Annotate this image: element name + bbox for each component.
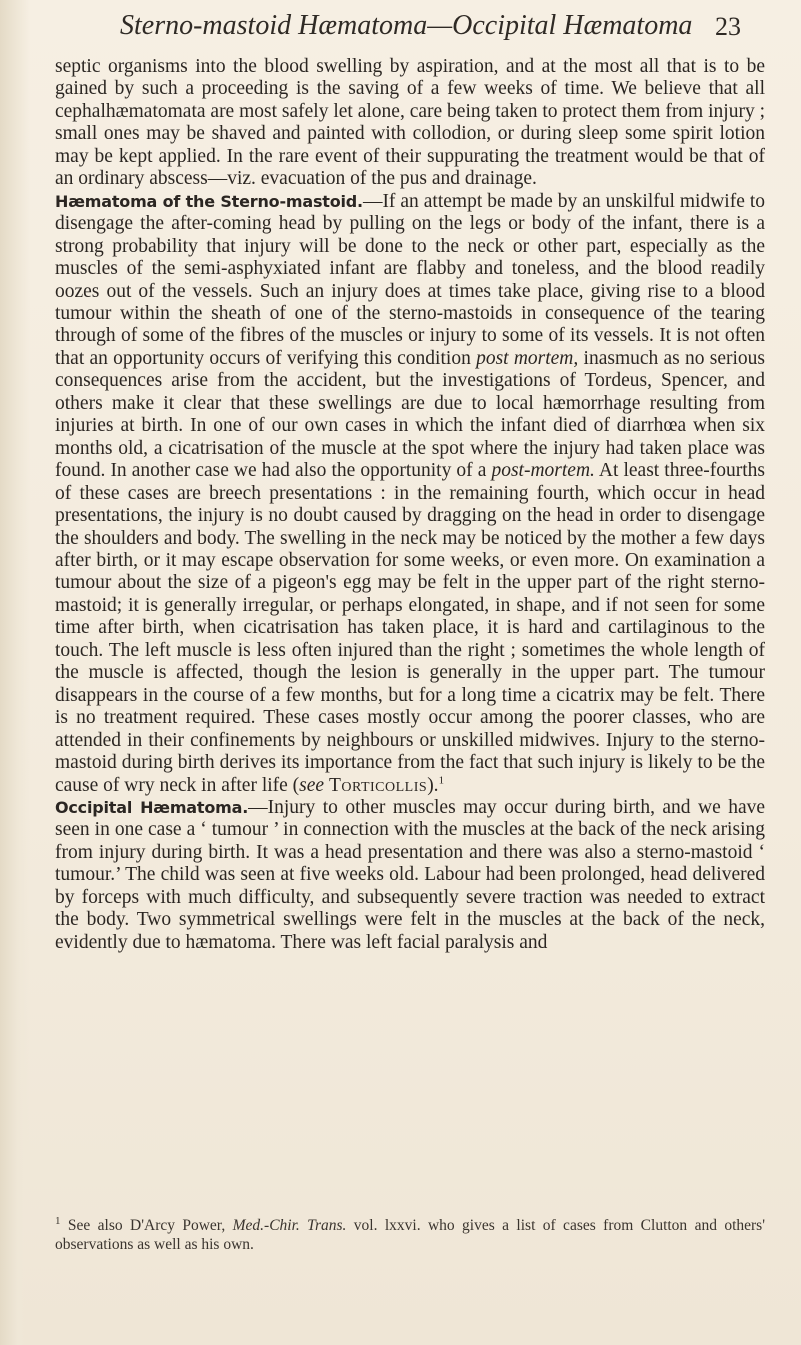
footnote-text: vol. lxxvi. who gives a list of cases from Clutton and others' observations as well as his own. bbox=[55, 1217, 766, 1253]
paragraph-text: ). bbox=[427, 774, 439, 796]
page-gutter-shadow bbox=[0, 0, 30, 1345]
body-text bbox=[55, 56, 765, 954]
page-number: 23 bbox=[715, 12, 741, 41]
footnote-text: See also D'Arcy Power, bbox=[60, 1217, 233, 1234]
paragraph-sterno-mastoid bbox=[55, 191, 765, 797]
paragraph-occipital bbox=[55, 797, 765, 954]
italic-term: post mortem, bbox=[476, 347, 579, 369]
cross-reference-torticollis: Torticollis bbox=[328, 774, 428, 796]
footnote-mark: 1 bbox=[55, 1214, 61, 1227]
paragraph-cephalhaematoma-treatment: septic organisms into the blood swelling by aspiration, and at the most all that is to be gained by such a proceeding is the saving of a few weeks of time. We believe that all cephalhæmatomata are most safely let alone, care being taken to protect them from injury ; small ones may be shaved and painted with collodion, or during sleep some spirit lotion may be kept applied. In the rare event of their suppurating the treatment would be that of an ordinary abscess—viz. evacuation of the pus and drainage. bbox=[55, 56, 765, 190]
paragraph-text: inasmuch as no serious consequences arise from the accident, but the investigations of Tordeus, Spencer, and others make it clear that these swellings are due to local hæmorrhage resulting from injuries at birth. In one of our own cases in which the infant died of diarrhœa when six months old, a cicatrisation of the muscle at the spot where the injury had taken place was found. In another case we had also the opportunity of a bbox=[55, 347, 765, 482]
footnote bbox=[55, 1216, 765, 1254]
italic-term: post-mortem. bbox=[491, 460, 595, 482]
section-heading-occipital: Occipital Hæmatoma. bbox=[55, 797, 249, 817]
footnote-reference: 1 bbox=[438, 774, 445, 786]
journal-title: Med.-Chir. Trans. bbox=[232, 1217, 347, 1234]
paragraph-text: —Injury to other muscles may occur during birth, and we have seen in one case a ‘ tumour ’ in connection with the muscles at the back of the neck arising from injury during birth. It was a head presentation and there was also a sterno-mastoid ‘ tumour.’ The child was seen at five weeks old. Labour had been prolonged, head delivered by forceps with much difficulty, and subsequently severe traction was needed to extract the body. Two symmetrical swellings were felt in the muscles at the back of the neck, evidently due to hæmatoma. There was left facial paralysis and bbox=[55, 796, 766, 953]
running-title: Sterno-mastoid Hæmatoma—Occipital Hæmatoma bbox=[120, 10, 693, 41]
cross-reference-see: see bbox=[299, 774, 325, 796]
section-heading-sterno-mastoid: Hæmatoma of the Sterno-mastoid. bbox=[55, 191, 363, 211]
paragraph-text: —If an attempt be made by an unskilful midwife to disengage the after-coming head by pulling on the legs or body of the infant, there is a strong probability that injury will be done to the neck or other part, especially as the muscles of the semi-asphyxiated infant are flabby and toneless, and the blood readily oozes out of the vessels. Such an injury does at times take place, giving rise to a blood tumour within the sheath of one of the sterno-mastoids in consequence of the tearing through of some of the fibres of the muscles or injury to some of its vessels. It is not often that an opportunity occurs of verifying this condition bbox=[55, 190, 765, 369]
paragraph-text: At least three-fourths of these cases are breech presentations : in the remaining fourth, which occur in head presentations, the injury is no doubt caused by dragging on the head in order to disengage the shoulders and body. The swelling in the neck may be noticed by the mother a few days after birth, or it may escape observation for some weeks, or even more. On examination a tumour about the size of a pigeon's egg may be felt in the upper part of the right sterno-mastoid; it is generally irregular, or perhaps elongated, in shape, and if not seen for some time after birth, when cicatrisation has taken place, it is hard and cartilaginous to the touch. The left muscle is less often injured than the right ; sometimes the whole length of the muscle is affected, though the lesion is generally in the upper part. The tumour disappears in the course of a few months, but for a long time a cicatrix may be felt. There is no treatment required. These cases mostly occur among the poorer classes, who are attended in their confinements by neighbours or unskilled midwives. Injury to the sterno-mastoid during birth derives its importance from the fact that such injury is likely to be the cause of wry neck in after life ( bbox=[55, 460, 765, 796]
